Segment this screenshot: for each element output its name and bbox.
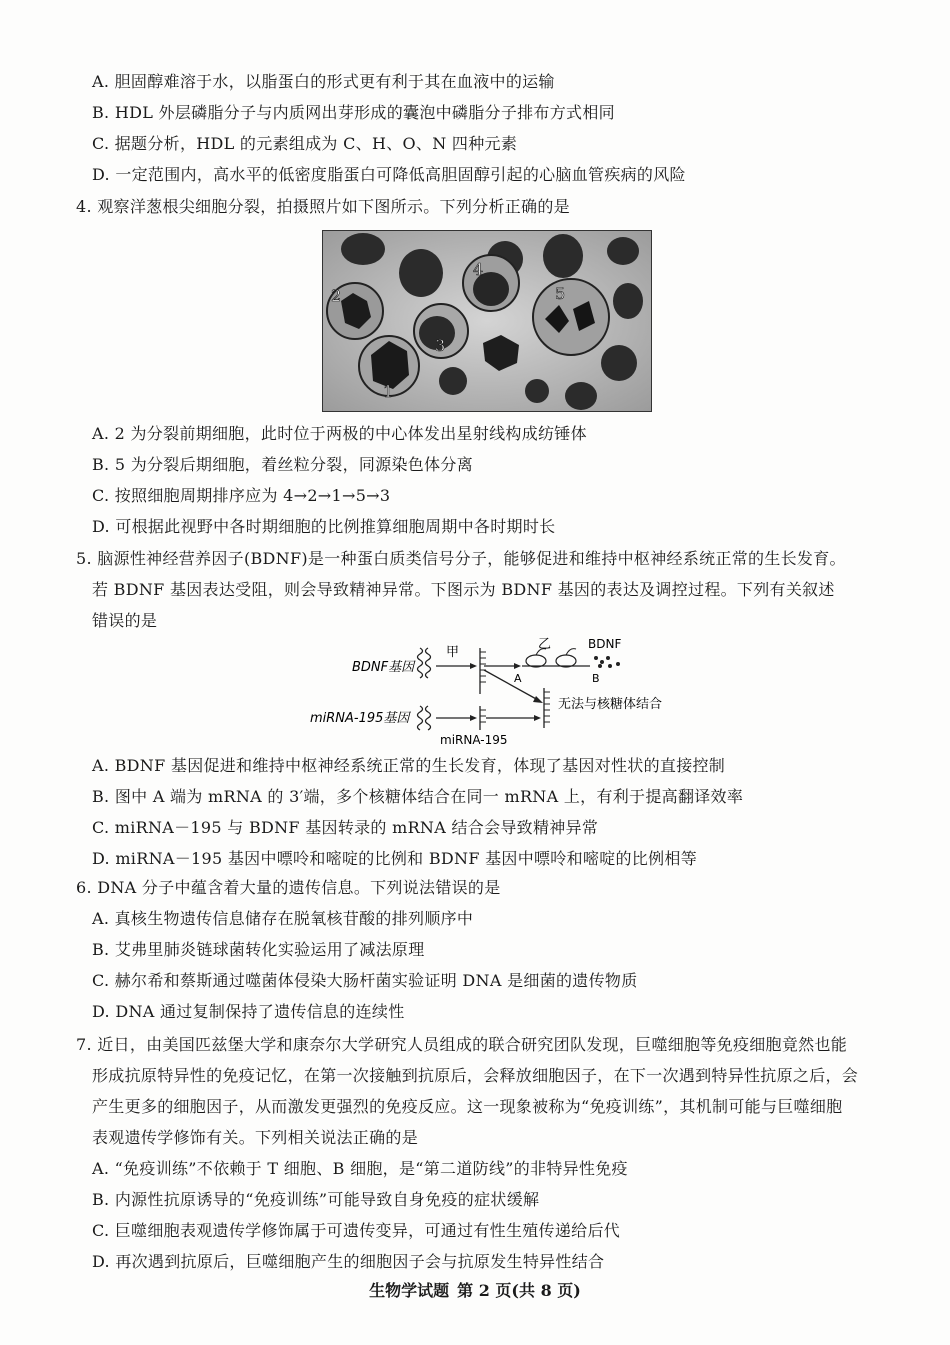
blocked-ribosome-label: 无法与核糖体结合 — [558, 697, 663, 712]
q4-stem: 4. 观察洋葱根尖细胞分裂，拍摄照片如下图所示。下列分析正确的是 — [76, 197, 570, 216]
q6-option-d: D. DNA 通过复制保持了遗传信息的连续性 — [92, 1002, 405, 1021]
cell-label-1: 1 — [383, 382, 394, 401]
q6-option-b: B. 艾弗里肺炎链球菌转化实验运用了减法原理 — [92, 940, 425, 959]
q4-option-d: D. 可根据此视野中各时期细胞的比例推算细胞周期中各时期时长 — [92, 517, 556, 536]
q3-option-a: A. 胆固醇难溶于水，以脂蛋白的形式更有利于其在血液中的运输 — [92, 72, 555, 91]
page-footer — [0, 1278, 950, 1301]
mirna-gene-label: miRNA-195基因 — [310, 711, 410, 726]
q6-option-a: A. 真核生物遗传信息储存在脱氧核苷酸的排列顺序中 — [92, 909, 474, 928]
process-jia-label: 甲 — [446, 645, 460, 660]
q5-stem-line3: 错误的是 — [92, 611, 158, 630]
q4-option-c: C. 按照细胞周期排序应为 4→2→1→5→3 — [92, 486, 391, 505]
mrna-end-b-label: B — [592, 672, 600, 685]
q7-stem-line1: 7. 近日，由美国匹兹堡大学和康奈尔大学研究人员组成的联合研究团队发现，巨噬细胞等免疫细胞竟然也能 — [76, 1035, 848, 1054]
mirna-label: miRNA-195 — [440, 733, 508, 747]
q6-option-c: C. 赫尔希和蔡斯通过噬菌体侵染大肠杆菌实验证明 DNA 是细菌的遗传物质 — [92, 971, 638, 990]
q7-stem-line2: 形成抗原特异性的免疫记忆，在第一次接触到抗原后，会释放细胞因子，在下一次遇到特异性抗原之后，会 — [92, 1066, 859, 1085]
cell-label-2: 2 — [331, 286, 342, 305]
bdnf-gene-label: BDNF基因 — [352, 660, 415, 675]
q7-option-c: C. 巨噬细胞表观遗传学修饰属于可遗传变异，可通过有性生殖传递给后代 — [92, 1221, 621, 1240]
q7-stem-line3: 产生更多的细胞因子，从而激发更强烈的免疫反应。这一现象被称为“免疫训练”，其机制可能与巨噬细胞 — [92, 1097, 843, 1116]
footer-page-number: 第 2 页(共 8 页) — [457, 1281, 581, 1300]
q3-option-c: C. 据题分析，HDL 的元素组成为 C、H、O、N 四种元素 — [92, 134, 518, 153]
bdnf-regulation-diagram — [300, 636, 700, 748]
q5-stem-line2: 若 BDNF 基因表达受阻，则会导致精神异常。下图示为 BDNF 基因的表达及调控过程。下列有关叙述 — [92, 580, 835, 599]
footer-subject: 生物学试题 — [369, 1281, 450, 1300]
onion-root-tip-micrograph — [322, 230, 652, 412]
mrna-end-a-label: A — [514, 672, 522, 685]
q5-option-a: A. BDNF 基因促进和维持中枢神经系统正常的生长发育，体现了基因对性状的直接控制 — [92, 756, 726, 775]
q7-option-d: D. 再次遇到抗原后，巨噬细胞产生的细胞因子会与抗原发生特异性结合 — [92, 1252, 605, 1271]
q4-option-a: A. 2 为分裂前期细胞，此时位于两极的中心体发出星射线构成纺锤体 — [92, 424, 587, 443]
q7-stem-line4: 表观遗传学修饰有关。下列相关说法正确的是 — [92, 1128, 419, 1147]
process-yi-label: 乙 — [538, 637, 552, 652]
q7-option-b: B. 内源性抗原诱导的“免疫训练”可能导致自身免疫的症状缓解 — [92, 1190, 540, 1209]
q5-stem-line1: 5. 脑源性神经营养因子(BDNF)是一种蛋白质类信号分子，能够促进和维持中枢神经系统正常的生长发育。 — [76, 549, 846, 568]
q7-option-a: A. “免疫训练”不依赖于 T 细胞、B 细胞，是“第二道防线”的非特异性免疫 — [92, 1159, 628, 1178]
q5-option-d: D. miRNA－195 基因中嘌呤和嘧啶的比例和 BDNF 基因中嘌呤和嘧啶的比例相等 — [92, 849, 698, 868]
cell-label-5: 5 — [555, 284, 566, 303]
q4-option-b: B. 5 为分裂后期细胞，着丝粒分裂，同源染色体分离 — [92, 455, 473, 474]
cell-label-3: 3 — [435, 336, 446, 355]
cell-label-4: 4 — [473, 260, 484, 279]
q3-option-d: D. 一定范围内，高水平的低密度脂蛋白可降低高胆固醇引起的心脑血管疾病的风险 — [92, 165, 686, 184]
q5-option-c: C. miRNA－195 与 BDNF 基因转录的 mRNA 结合会导致精神异常 — [92, 818, 599, 837]
q6-stem: 6. DNA 分子中蕴含着大量的遗传信息。下列说法错误的是 — [76, 878, 501, 897]
bdnf-protein-label: BDNF — [588, 637, 622, 651]
q3-option-b: B. HDL 外层磷脂分子与内质网出芽形成的囊泡中磷脂分子排布方式相同 — [92, 103, 615, 122]
q5-option-b: B. 图中 A 端为 mRNA 的 3′端，多个核糖体结合在同一 mRNA 上，有利于提高翻译效率 — [92, 787, 744, 806]
